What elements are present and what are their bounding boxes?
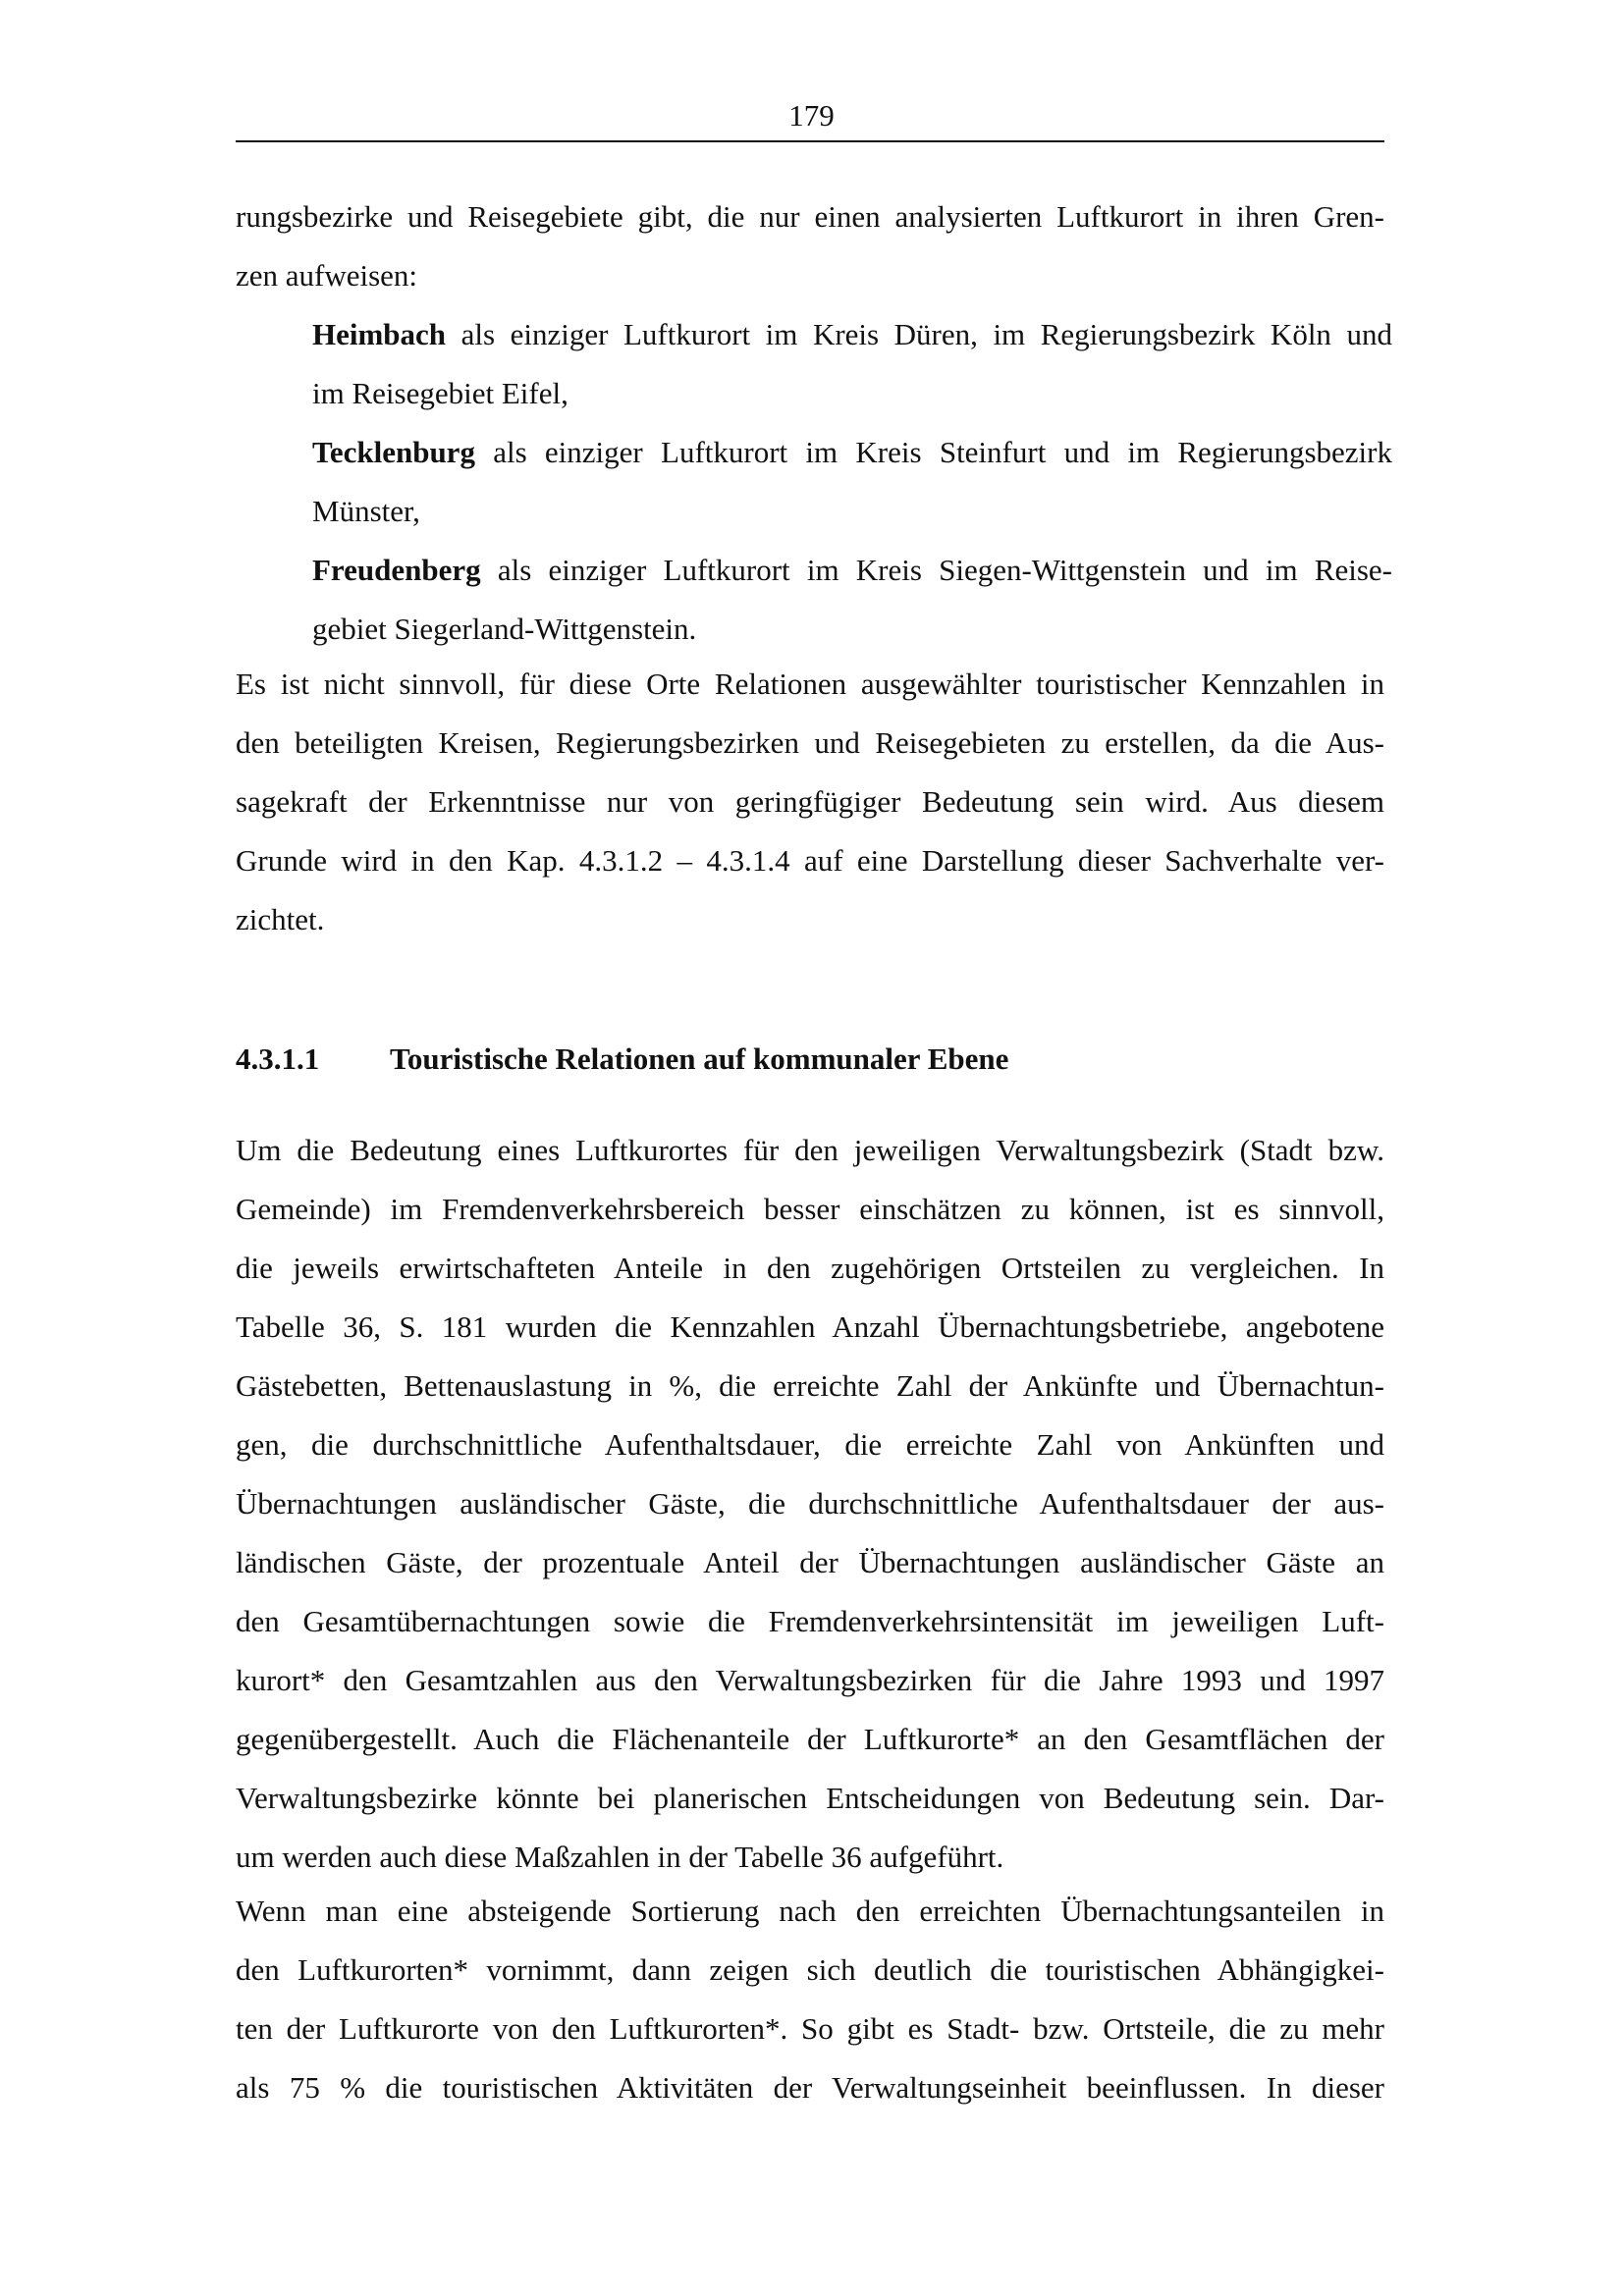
text-line: zichtet. xyxy=(236,902,325,936)
text-line: ländischen Gäste, der prozentuale Anteil der Übernachtungen ausländischer Gäste an xyxy=(236,1545,1384,1579)
place-entry-tecklenburg xyxy=(312,423,1392,482)
text-line: rungsbezirke und Reisegebiete gibt, die nur einen analysierten Luftkurort in ihren Gren- xyxy=(236,199,1384,234)
text-line: um werden auch diese Maßzahlen in der Tabelle 36 aufgeführt. xyxy=(236,1840,1004,1874)
place-entry-freudenberg xyxy=(312,541,1392,600)
place-description: als einziger Luftkurort im Kreis Steinfurt und im Regierungsbezirk xyxy=(474,435,1392,469)
text-line: Gemeinde) im Fremdenverkehrsbereich besser einschätzen zu können, ist es sinnvoll, xyxy=(236,1192,1384,1226)
text-line: sagekraft der Erkenntnisse nur von geringfügiger Bedeutung sein wird. Aus diesem xyxy=(236,784,1384,819)
page-number: 179 xyxy=(788,98,835,133)
text-line: ten der Luftkurorte von den Luftkurorten*. So gibt es Stadt- bzw. Ortsteile, die zu mehr xyxy=(236,2011,1384,2046)
text-line: Tabelle 36, S. 181 wurden die Kennzahlen Anzahl Übernachtungsbetriebe, angebotene xyxy=(236,1309,1384,1344)
continuation-text xyxy=(236,187,1384,305)
text-line: gegenübergestellt. Auch die Flächenanteile der Luftkurorte* an den Gesamtflächen der xyxy=(236,1722,1384,1756)
text-line: Gästebetten, Bettenauslastung in %, die erreichte Zahl der Ankünfte und Übernachtun- xyxy=(236,1368,1384,1403)
text-line: Wenn man eine absteigende Sortierung nach den erreichten Übernachtungsanteilen in xyxy=(236,1894,1384,1928)
section-heading xyxy=(236,1040,1008,1079)
header-rule xyxy=(236,140,1384,142)
text-line: Um die Bedeutung eines Luftkurortes für den jeweiligen Verwaltungsbezirk (Stadt bzw. xyxy=(236,1133,1384,1167)
place-list xyxy=(312,305,1392,659)
text-line: als 75 % die touristischen Aktivitäten der Verwaltungseinheit beeinflussen. In dieser xyxy=(236,2070,1384,2105)
place-description: als einziger Luftkurort im Kreis Siegen-Wittgenstein und im Reise- xyxy=(480,553,1392,587)
paragraph-2 xyxy=(236,1121,1384,1887)
place-name: Heimbach xyxy=(312,317,447,351)
place-description: als einziger Luftkurort im Kreis Düren, im Regierungsbezirk Köln und xyxy=(446,317,1392,351)
text-line: gen, die durchschnittliche Aufenthaltsdauer, die erreichte Zahl von Ankünften und xyxy=(236,1427,1384,1462)
section-title: Touristische Relationen auf kommunaler Ebene xyxy=(390,1041,1009,1076)
text-line: im Reisegebiet Eifel, xyxy=(312,376,568,410)
text-line: Münster, xyxy=(312,494,420,528)
text-line: den Luftkurorten* vornimmt, dann zeigen sich deutlich die touristischen Abhängigkei- xyxy=(236,1952,1384,1987)
text-line: Grunde wird in den Kap. 4.3.1.2 – 4.3.1.4 auf eine Darstellung dieser Sachverhalte ver- xyxy=(236,843,1384,878)
text-line: gebiet Siegerland-Wittgenstein. xyxy=(312,612,697,646)
place-entry-heimbach xyxy=(312,305,1392,364)
place-name: Freudenberg xyxy=(312,553,481,587)
text-line: Übernachtungen ausländischer Gäste, die durchschnittliche Aufenthaltsdauer der aus- xyxy=(236,1486,1384,1521)
place-name: Tecklenburg xyxy=(312,435,475,469)
text-line: den Gesamtübernachtungen sowie die Fremdenverkehrsintensität im jeweiligen Luft- xyxy=(236,1604,1384,1638)
section-number: 4.3.1.1 xyxy=(236,1041,320,1076)
text-line: zen aufweisen: xyxy=(236,258,418,293)
text-line: Es ist nicht sinnvoll, für diese Orte Relationen ausgewählter touristischer Kennzahlen in xyxy=(236,667,1384,701)
paragraph-3 xyxy=(236,1882,1384,2117)
text-line: den beteiligten Kreisen, Regierungsbezirken und Reisegebieten zu erstellen, da die Aus- xyxy=(236,725,1384,760)
text-line: Verwaltungsbezirke könnte bei planerischen Entscheidungen von Bedeutung sein. Dar- xyxy=(236,1781,1384,1815)
text-line: kurort* den Gesamtzahlen aus den Verwaltungsbezirken für die Jahre 1993 und 1997 xyxy=(236,1663,1384,1697)
text-line: die jeweils erwirtschafteten Anteile in den zugehörigen Ortsteilen zu vergleichen. In xyxy=(236,1251,1384,1285)
paragraph-1 xyxy=(236,655,1384,949)
